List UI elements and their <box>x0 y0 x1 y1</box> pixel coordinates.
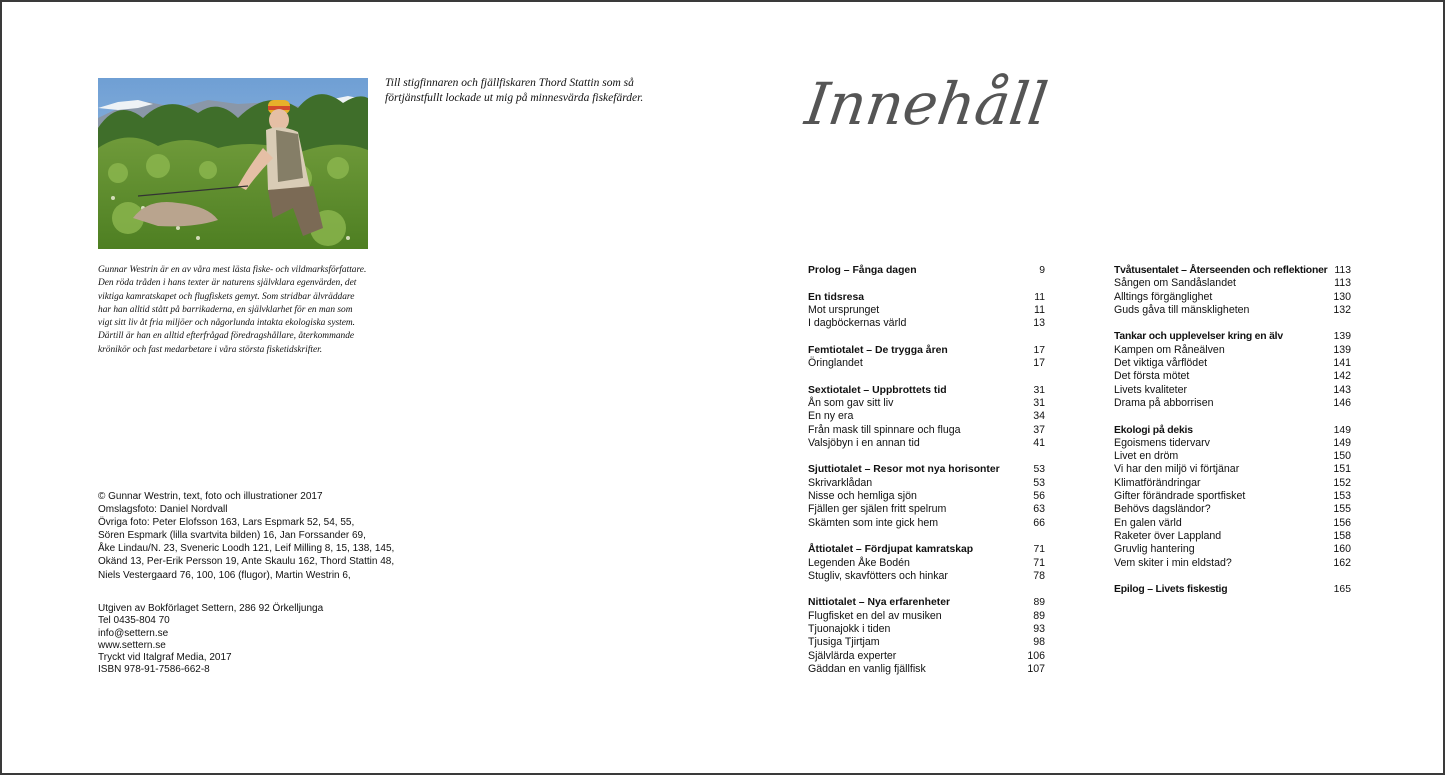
toc-page-number: 142 <box>1333 370 1351 383</box>
toc-entry-title: Flugfisket en del av musiken <box>808 609 942 622</box>
toc-section-title: En tidsresa <box>808 291 865 303</box>
toc-entry-title: Tjusiga Tjirtjam <box>808 636 880 649</box>
toc-entry <box>1114 344 1351 357</box>
toc-entry-title: Det viktiga vårflödet <box>1114 357 1208 370</box>
toc-page-number: 9 <box>1039 265 1045 276</box>
toc-page-number: 149 <box>1333 436 1351 449</box>
toc-entry-title: Sången om Sandåslandet <box>1114 277 1236 290</box>
toc-column-right <box>1114 264 1351 610</box>
toc-section <box>808 344 1045 371</box>
toc-page-number: 151 <box>1333 463 1351 476</box>
toc-column-left <box>808 264 1045 690</box>
toc-entry-title: Från mask till spinnare och fluga <box>808 423 961 436</box>
toc-page-number: 71 <box>1033 556 1045 569</box>
toc-entry-title: Kampen om Råneälven <box>1114 343 1225 356</box>
toc-page-number: 130 <box>1333 290 1351 303</box>
toc-section-title: Åttiotalet – Fördjupat kamratskap <box>808 544 974 556</box>
toc-section-heading <box>1114 330 1351 343</box>
toc-page-number: 89 <box>1033 597 1045 609</box>
toc-entry <box>1114 503 1351 516</box>
toc-page-number: 93 <box>1033 623 1045 636</box>
toc-entry-title: Behövs dagsländor? <box>1114 503 1211 516</box>
toc-entry-title: Egoismens tidervarv <box>1114 436 1210 449</box>
toc-entry <box>1114 490 1351 503</box>
toc-page-number: 34 <box>1033 410 1045 423</box>
toc-entry-title: En galen värld <box>1114 516 1182 529</box>
toc-section-heading <box>1114 583 1351 596</box>
toc-entry <box>808 490 1045 503</box>
toc-page-number: 139 <box>1333 343 1351 356</box>
publisher-line: Tel 0435-804 70 <box>98 615 170 627</box>
dedication-text: Till stigfinnaren och fjällfiskaren Thord Stattin som så förtjänstfullt lockade ut mig på minnesvärda fiskefärder. <box>385 77 644 104</box>
toc-entry <box>1114 357 1351 370</box>
toc-section <box>808 264 1045 277</box>
credit-line: Övriga foto: Peter Elofsson 163, Lars Espmark 52, 54, 55, <box>98 517 355 529</box>
toc-page-number: 155 <box>1333 503 1351 516</box>
toc-entry-title: Vem skiter i min eldstad? <box>1114 556 1232 569</box>
toc-section-title: Tvåtusentalet – Återseenden och reflektioner <box>1114 265 1328 276</box>
toc-page-number: 146 <box>1333 396 1351 409</box>
toc-entry-title: I dagböckernas värld <box>808 317 907 330</box>
toc-entry <box>808 477 1045 490</box>
credit-line: Åke Lindau/N. 23, Sveneric Loodh 121, Leif Milling 8, 15, 138, 145, <box>98 543 395 555</box>
toc-section <box>1114 583 1351 596</box>
toc-page-number: 153 <box>1333 490 1351 503</box>
toc-page-number: 113 <box>1334 277 1351 290</box>
toc-entry <box>1114 437 1351 450</box>
toc-entry-title: Raketer över Lappland <box>1114 529 1222 542</box>
toc-entry-title: Livets kvaliteter <box>1114 383 1188 396</box>
toc-entry <box>808 410 1045 423</box>
toc-section-title: Sjuttiotalet – Resor mot nya horisonter <box>808 464 1000 476</box>
toc-page-number: 107 <box>1027 662 1045 675</box>
toc-entry-title: Öringlandet <box>808 357 863 370</box>
toc-section-title: Epilog – Livets fiskestig <box>1114 584 1228 596</box>
toc-page-number: 162 <box>1333 556 1351 569</box>
toc-page-number: 89 <box>1033 609 1045 622</box>
toc-entry-title: Valsjöbyn i en annan tid <box>808 436 920 449</box>
publisher-line: www.settern.se <box>98 639 166 651</box>
toc-page-number: 143 <box>1333 383 1351 396</box>
author-bio: Gunnar Westrin är en av våra mest lästa fiske- och vildmarksförfattare. Den röda tråden i hans texter är naturens självklara egenvärden, det viktiga kamratskapet och flugfiskets gemyt. Som stridbar älvräddare har han alltid stått på barrikaderna, en självklarhet för en man som vigt sitt liv åt fria miljöer och någorlunda intakta ekologiska system. Därtill är han en alltid efterfrågad föredragshållare, återkommande krönikör och fast medarbetare i våra största fisketidskrifter. <box>98 265 367 355</box>
toc-entry-title: Drama på abborrisen <box>1114 396 1214 409</box>
publisher-line: Utgiven av Bokförlaget Settern, 286 92 Örkelljunga <box>98 603 324 614</box>
toc-section <box>808 384 1045 450</box>
toc-page-number: 160 <box>1333 543 1351 556</box>
credit-line: Niels Vestergaard 76, 100, 106 (flugor), Martin Westrin 6, <box>98 569 351 581</box>
toc-entry <box>1114 517 1351 530</box>
toc-section-heading <box>808 543 1045 556</box>
toc-section <box>1114 330 1351 410</box>
toc-entry-title: Skrivarklådan <box>808 476 873 489</box>
toc-entry <box>1114 397 1351 410</box>
toc-entry-title: Ån som gav sitt liv <box>808 396 894 409</box>
toc-entry-title: Alltings förgänglighet <box>1114 290 1213 303</box>
toc-page-number: 78 <box>1033 569 1045 582</box>
toc-section <box>1114 264 1351 317</box>
toc-entry <box>808 636 1045 649</box>
toc-page-number: 98 <box>1033 636 1045 649</box>
toc-entry-title: Självlärda experter <box>808 649 897 662</box>
toc-section-heading <box>808 596 1045 609</box>
toc-entry <box>808 517 1045 530</box>
toc-entry-title: Legenden Åke Bodén <box>808 556 910 569</box>
toc-entry-title: Det första mötet <box>1114 370 1190 383</box>
toc-entry <box>808 357 1045 370</box>
toc-section-heading <box>1114 424 1351 437</box>
toc-page-number: 71 <box>1033 544 1045 556</box>
toc-section-heading <box>808 291 1045 304</box>
toc-entry <box>808 317 1045 330</box>
toc-entry <box>808 557 1045 570</box>
toc-entry <box>1114 543 1351 556</box>
toc-entry <box>1114 370 1351 383</box>
toc-entry <box>808 650 1045 663</box>
toc-section-title: Tankar och upplevelser kring en älv <box>1114 331 1283 343</box>
toc-entry-title: Klimatförändringar <box>1114 476 1201 489</box>
toc-section-heading <box>808 384 1045 397</box>
toc-page-number: 17 <box>1033 357 1045 370</box>
toc-page-number: 139 <box>1333 331 1351 343</box>
toc-entry <box>1114 557 1351 570</box>
toc-page-number: 66 <box>1033 516 1045 529</box>
toc-entry-title: Gifter förändrade sportfisket <box>1114 490 1246 503</box>
toc-entry <box>1114 530 1351 543</box>
publisher-info <box>98 603 398 677</box>
credit-line: Omslagsfoto: Daniel Nordvall <box>98 504 228 516</box>
toc-entry <box>808 304 1045 317</box>
toc-entry-title: Vi har den miljö vi förtjänar <box>1114 463 1240 476</box>
toc-section-title: Nittiotalet – Nya erfarenheter <box>808 597 951 609</box>
toc-section-heading <box>808 344 1045 357</box>
toc-section <box>808 596 1045 676</box>
toc-page-number: 63 <box>1033 503 1045 516</box>
author-fishing-photo <box>98 78 368 249</box>
credit-line: Sören Espmark (lilla svartvita bilden) 16, Jan Forssander 69, <box>98 530 366 542</box>
toc-page-number: 156 <box>1333 516 1351 529</box>
toc-title: Innehåll <box>801 70 1052 138</box>
toc-entry <box>808 663 1045 676</box>
toc-entry-title: Fjällen ger själen fritt spelrum <box>808 503 947 516</box>
toc-section-title: Femtiotalet – De trygga åren <box>808 344 948 356</box>
toc-entry-title: Skämten som inte gick hem <box>808 516 939 529</box>
toc-entry-title: En ny era <box>808 410 854 423</box>
toc-entry <box>1114 463 1351 476</box>
toc-page-number: 150 <box>1333 450 1351 463</box>
toc-entry <box>808 503 1045 516</box>
toc-entry <box>808 424 1045 437</box>
toc-entry <box>1114 477 1351 490</box>
toc-page-number: 31 <box>1033 384 1045 396</box>
toc-page-number: 53 <box>1033 464 1045 476</box>
credit-line: Okänd 13, Per-Erik Persson 19, Ante Skaulu 162, Thord Stattin 48, <box>98 556 395 568</box>
toc-page-number: 56 <box>1033 490 1045 503</box>
toc-entry <box>1114 450 1351 463</box>
toc-section-heading <box>808 264 1045 277</box>
toc-page-number: 149 <box>1333 424 1351 436</box>
toc-entry <box>1114 384 1351 397</box>
toc-entry <box>808 437 1045 450</box>
toc-page-number: 113 <box>1334 265 1351 276</box>
toc-page-number: 31 <box>1033 396 1045 409</box>
toc-page-number: 13 <box>1033 317 1045 330</box>
toc-section <box>808 543 1045 583</box>
toc-entry <box>1114 291 1351 304</box>
toc-page-number: 17 <box>1033 344 1045 356</box>
publisher-line: ISBN 978-91-7586-662-8 <box>98 664 210 676</box>
toc-entry-title: Gruvlig hantering <box>1114 543 1195 556</box>
toc-entry <box>808 570 1045 583</box>
toc-entry-title: Stugliv, skavfötters och hinkar <box>808 569 948 582</box>
toc-entry <box>808 397 1045 410</box>
toc-page-number: 132 <box>1333 303 1351 316</box>
toc-section-title: Sextiotalet – Uppbrottets tid <box>808 384 947 396</box>
toc-entry-title: Mot ursprunget <box>808 303 880 316</box>
toc-page-number: 165 <box>1333 584 1351 596</box>
toc-entry-title: Nisse och hemliga sjön <box>808 490 917 503</box>
toc-entry-title: Livet en dröm <box>1114 450 1179 463</box>
toc-entry <box>1114 304 1351 317</box>
toc-entry <box>808 623 1045 636</box>
toc-section <box>1114 424 1351 570</box>
toc-section-heading <box>808 463 1045 476</box>
toc-entry-title: Gäddan en vanlig fjällfisk <box>808 662 926 675</box>
toc-section-title: Prolog – Fånga dagen <box>808 265 917 276</box>
toc-entry <box>808 610 1045 623</box>
toc-entry-title: Guds gåva till mänskligheten <box>1114 303 1250 316</box>
toc-section <box>808 291 1045 331</box>
credit-line: © Gunnar Westrin, text, foto och illustrationer 2017 <box>98 491 323 502</box>
photo-credits <box>98 490 398 582</box>
publisher-line: Tryckt vid Italgraf Media, 2017 <box>98 652 232 664</box>
toc-entry <box>1114 277 1351 290</box>
toc-page-number: 11 <box>1034 291 1045 303</box>
toc-page-number: 11 <box>1034 303 1045 316</box>
toc-entry-title: Tjuonajokk i tiden <box>808 623 891 636</box>
toc-section-title: Ekologi på dekis <box>1114 424 1193 436</box>
toc-page-number: 106 <box>1027 649 1045 662</box>
toc-page-number: 152 <box>1333 476 1351 489</box>
toc-page-number: 37 <box>1033 423 1045 436</box>
publisher-line: info@settern.se <box>98 627 169 639</box>
toc-section-heading <box>1114 264 1351 277</box>
toc-page-number: 53 <box>1033 476 1045 489</box>
toc-section <box>808 463 1045 529</box>
toc-page-number: 41 <box>1033 436 1045 449</box>
toc-page-number: 158 <box>1333 529 1351 542</box>
toc-page-number: 141 <box>1333 357 1351 370</box>
